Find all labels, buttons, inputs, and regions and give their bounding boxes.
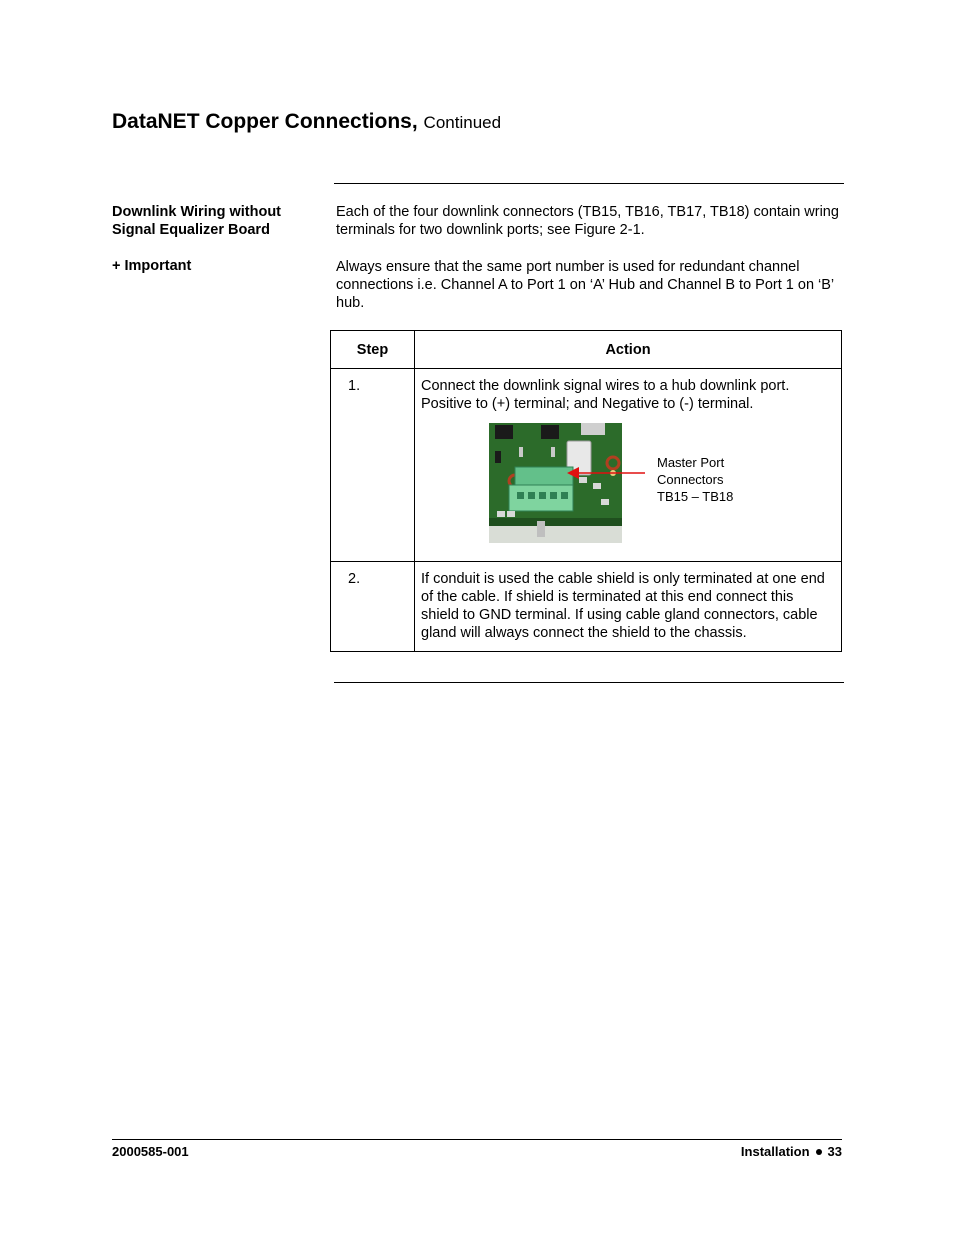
bullet-icon	[816, 1149, 822, 1155]
action-cell	[415, 369, 842, 562]
steps-table	[330, 330, 842, 652]
section-label-line1: Downlink Wiring without	[112, 204, 282, 220]
table-header-row	[331, 331, 842, 369]
callout-arrow-icon	[565, 465, 647, 481]
table-row	[331, 369, 842, 562]
page-title	[112, 110, 501, 134]
action-cell	[415, 562, 842, 652]
page-number: 33	[827, 1144, 842, 1159]
circuit-board-photo	[489, 423, 622, 543]
section-top-rule	[334, 183, 844, 184]
section-intro: Each of the four downlink connectors (TB15, TB16, TB17, TB18) contain wring terminals for two downlink ports; see Figure 2-1.	[336, 204, 839, 238]
important-text: Always ensure that the same port number is used for redundant channel connections i.e. Channel A to Port 1 on ‘A’ Hub and Channel B to Port 1 on ‘B’ hub.	[336, 259, 834, 311]
action-header: Action	[415, 331, 842, 369]
step-number: 2.	[348, 571, 361, 587]
footer-rule	[112, 1139, 842, 1140]
callout-line3: TB15 – TB18	[657, 489, 734, 504]
section-bottom-rule	[334, 682, 844, 683]
step-header: Step	[331, 331, 415, 369]
title-continued: Continued	[423, 113, 502, 132]
connector-figure	[415, 413, 841, 553]
circuit-board-illustration	[489, 423, 622, 543]
section-label-line2: Signal Equalizer Board	[112, 222, 270, 238]
step-cell	[331, 369, 415, 562]
step-cell	[331, 562, 415, 652]
callout-line2: Connectors	[657, 472, 724, 487]
doc-number: 2000585-001	[112, 1144, 189, 1159]
action-text: Connect the downlink signal wires to a hub downlink port. Positive to (+) terminal; and Negative to (-) terminal.	[421, 378, 790, 412]
title-main: DataNET Copper Connections,	[112, 110, 418, 133]
footer-section: Installation	[740, 1144, 810, 1159]
action-text: If conduit is used the cable shield is only terminated at one end of the cable. If shield is terminated at this end connect this shield to GND terminal. If using cable gland connectors, cable gland will always connect the shield to the chassis.	[421, 571, 825, 641]
section-label	[112, 203, 281, 239]
table-row	[331, 562, 842, 652]
footer-page-info	[741, 1144, 842, 1159]
step-number: 1.	[348, 378, 361, 394]
figure-callout	[657, 454, 733, 505]
important-label: + Important	[112, 258, 192, 274]
callout-line1: Master Port	[657, 455, 725, 470]
